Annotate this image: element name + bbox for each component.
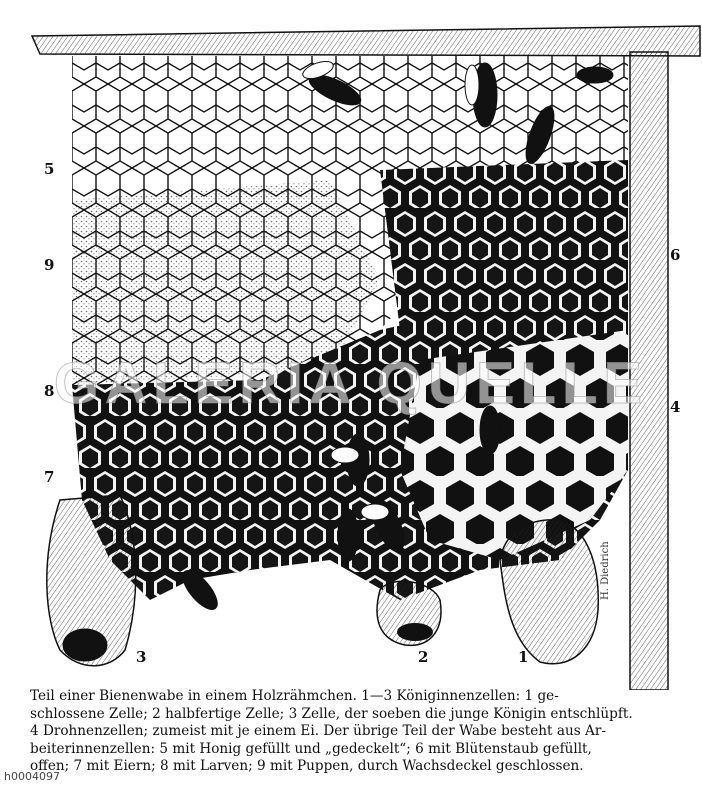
figure-label-4: 4 — [670, 398, 681, 416]
figure-label-1: 1 — [518, 648, 529, 666]
figure-label-6: 6 — [670, 246, 681, 264]
figure-label-9: 9 — [44, 256, 55, 274]
watermark: GALERIA QUELLE — [53, 351, 649, 416]
image-id-label: h0004097 — [4, 770, 60, 783]
caption-line: Teil einer Bienenwabe in einem Holzrähmchen. 1—3 Königinnenzellen: 1 ge- — [30, 688, 559, 704]
figure-label-7: 7 — [44, 468, 55, 486]
caption-line: beiterinnenzellen: 5 mit Honig gefüllt und „gedeckelt“; 6 mit Blütenstaub gefüllt, — [30, 740, 592, 757]
caption-line: offen; 7 mit Eiern; 8 mit Larven; 9 mit Puppen, durch Wachsdeckel geschlossen. — [30, 758, 584, 774]
figure-label-2: 2 — [418, 648, 429, 666]
figure-label-5: 5 — [44, 160, 55, 178]
figure-caption — [30, 688, 690, 776]
caption-line: 4 Drohnenzellen; zumeist mit je einem Ei. Der übrige Teil der Wabe besteht aus Ar- — [30, 723, 606, 739]
artist-signature: H. Diedrich — [600, 541, 611, 600]
figure-label-8: 8 — [44, 382, 55, 400]
figure-label-3: 3 — [136, 648, 147, 666]
caption-line: schlossene Zelle; 2 halbfertige Zelle; 3 Zelle, der soeben die junge Königin entschlüpft. — [30, 705, 633, 722]
